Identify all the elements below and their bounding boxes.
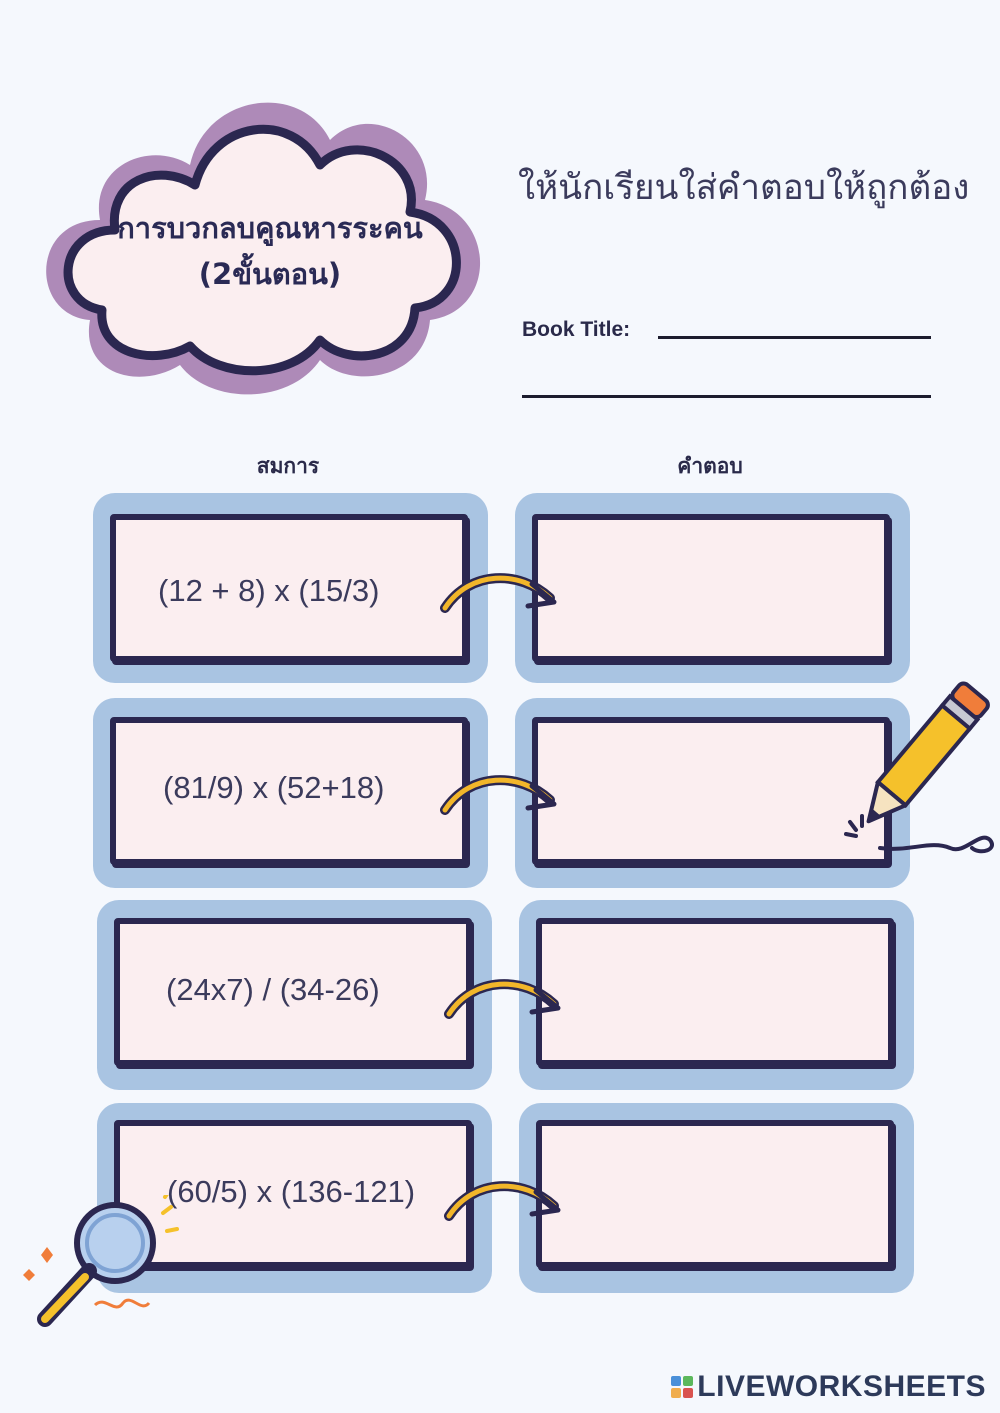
book-title-line [658,336,931,339]
title-line-1: การบวกลบคูณหารระคน [117,211,423,245]
arrow-right-icon [444,1168,574,1238]
equation-text: (12 + 8) x (15/3) [158,573,380,608]
equation-column-header: สมการ [256,454,320,478]
answer-box-2[interactable] [532,717,890,865]
answer-box-3[interactable] [536,918,894,1066]
arrow-right-icon [440,762,570,832]
book-title-line-2 [522,395,931,398]
book-title-label: Book Title: [522,318,631,341]
magnifying-glass-icon [15,1195,205,1335]
title-line-2: (2ขั้นตอน) [198,257,342,291]
answer-box-4[interactable] [536,1120,894,1268]
logo-mark-icon [671,1376,693,1398]
pencil-icon [840,680,1000,860]
worksheet-title [60,205,480,297]
answer-column-header: คำตอบ [677,454,743,478]
logo-text: LIVEWORKSHEETS [697,1370,986,1403]
instruction-text: ให้นักเรียนใส่คำตอบให้ถูกต้อง [518,168,970,208]
equation-text: (60/5) x (136-121) [167,1174,416,1209]
liveworksheets-logo [671,1370,986,1404]
equation-text: (81/9) x (52+18) [163,770,385,805]
arrow-right-icon [440,560,570,630]
answer-box-1[interactable] [532,514,890,662]
equation-text: (24x7) / (34-26) [166,972,380,1007]
arrow-right-icon [444,966,574,1036]
